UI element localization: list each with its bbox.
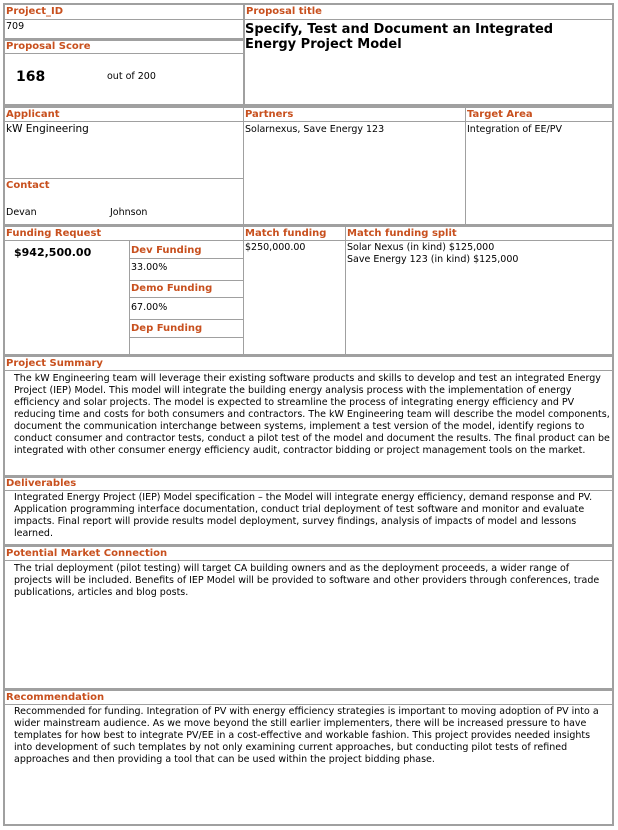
- divider: [130, 280, 243, 281]
- recommendation-label: Recommendation: [6, 692, 105, 703]
- divider: [5, 53, 243, 54]
- divider: [243, 108, 244, 224]
- score-out-of: out of 200: [107, 71, 156, 82]
- match-funding-value: $250,000.00: [245, 242, 306, 253]
- dep-funding-label: Dep Funding: [131, 323, 203, 334]
- partners-label: Partners: [245, 109, 294, 120]
- match-split-label: Match funding split: [347, 228, 457, 239]
- applicant-label: Applicant: [6, 109, 60, 120]
- market-text: The trial deployment (pilot testing) will target CA building owners and as the deployment proceeds, a wider range of projects will be included. Benefits of IEP Model will be provided to software and other providers through conferences, trade publications, articles and blog posts.: [14, 563, 600, 598]
- match-split-item: Solar Nexus (in kind) $125,000: [347, 242, 495, 253]
- divider: [5, 490, 612, 491]
- title-label: Proposal title: [246, 6, 322, 17]
- dev-funding-label: Dev Funding: [131, 245, 202, 256]
- divider: [245, 19, 612, 20]
- target-area-value: Integration of EE/PV: [467, 124, 562, 135]
- divider: [5, 704, 612, 705]
- project-id-label: Project_ID: [6, 6, 64, 17]
- deliverables-label: Deliverables: [6, 478, 77, 489]
- divider: [130, 319, 243, 320]
- divider: [5, 178, 243, 179]
- match-funding-label: Match funding: [245, 228, 327, 239]
- score-label: Proposal Score: [6, 41, 91, 52]
- divider: [243, 227, 244, 354]
- contact-last-name: Johnson: [110, 207, 148, 218]
- divider: [5, 240, 612, 241]
- contact-first-name: Devan: [6, 207, 37, 218]
- target-area-label: Target Area: [467, 109, 533, 120]
- recommendation-text: Recommended for funding. Integration of PV with energy efficiency strategies is important to moving adoption of PV into a wider mainstream audience. As we move beyond the still earlier implementers, there will be increased pressure to have templates for how best to integrate PV/EE in a cost-effective and workable fashion. This project provides needed insights into development of such templates by not only examining current approaches, but conducting pilot tests of refined approaches and then providing a tool that can be used within the project bidding phase.: [14, 706, 599, 765]
- divider: [465, 108, 466, 224]
- funding-request-value: $942,500.00: [14, 246, 92, 259]
- funding-request-label: Funding Request: [6, 228, 102, 239]
- funding-panel: [3, 225, 614, 356]
- applicant-value: kW Engineering: [6, 123, 89, 135]
- summary-label: Project Summary: [6, 358, 103, 369]
- proposal-title: Specify, Test and Document an Integrated Energy Project Model: [245, 22, 554, 52]
- summary-text: The kW Engineering team will leverage their existing software products and skills to develop and test an integrated Energy Project (IEP) Model. This model will integrate the building energy analysis process with the implementation of energy efficiency and solar projects. The model is expected to streamline the process of integrating energy efficiency and PV reducing time and costs for both consumers and contractors. The kW Engineering team will describe the model components, document the communication interchange between systems, implement a test version of the model, identify regions to conduct consumer and contractor tests, conduct a pilot test of the model and document the results. The final product can be integrated with other consumer energy efficiency audit, contractor bidding or project management tools on the market.: [14, 373, 610, 456]
- match-split-item: Save Energy 123 (in kind) $125,000: [347, 254, 519, 265]
- divider: [5, 370, 612, 371]
- deliverables-text: Integrated Energy Project (IEP) Model specification – the Model will integrate energy efficiency, demand response and PV. Application programming interface documentation, conduct trial deployment of test software and monitor and evaluate impacts. Final report will provide results model deployment, survey findings, analysis of impacts of model and lessons learned.: [14, 492, 593, 539]
- divider: [130, 337, 243, 338]
- demo-funding-value: 67.00%: [131, 302, 168, 313]
- partners-value: Solarnexus, Save Energy 123: [245, 124, 385, 135]
- market-label: Potential Market Connection: [6, 548, 168, 559]
- divider: [345, 227, 346, 354]
- contact-label: Contact: [6, 180, 50, 191]
- project-id-value: 709: [6, 21, 25, 32]
- divider: [130, 297, 243, 298]
- dev-funding-value: 33.00%: [131, 262, 168, 273]
- divider: [130, 258, 243, 259]
- score-value: 168: [16, 69, 46, 85]
- demo-funding-label: Demo Funding: [131, 283, 213, 294]
- divider: [5, 560, 612, 561]
- divider: [5, 19, 243, 20]
- divider: [5, 121, 612, 122]
